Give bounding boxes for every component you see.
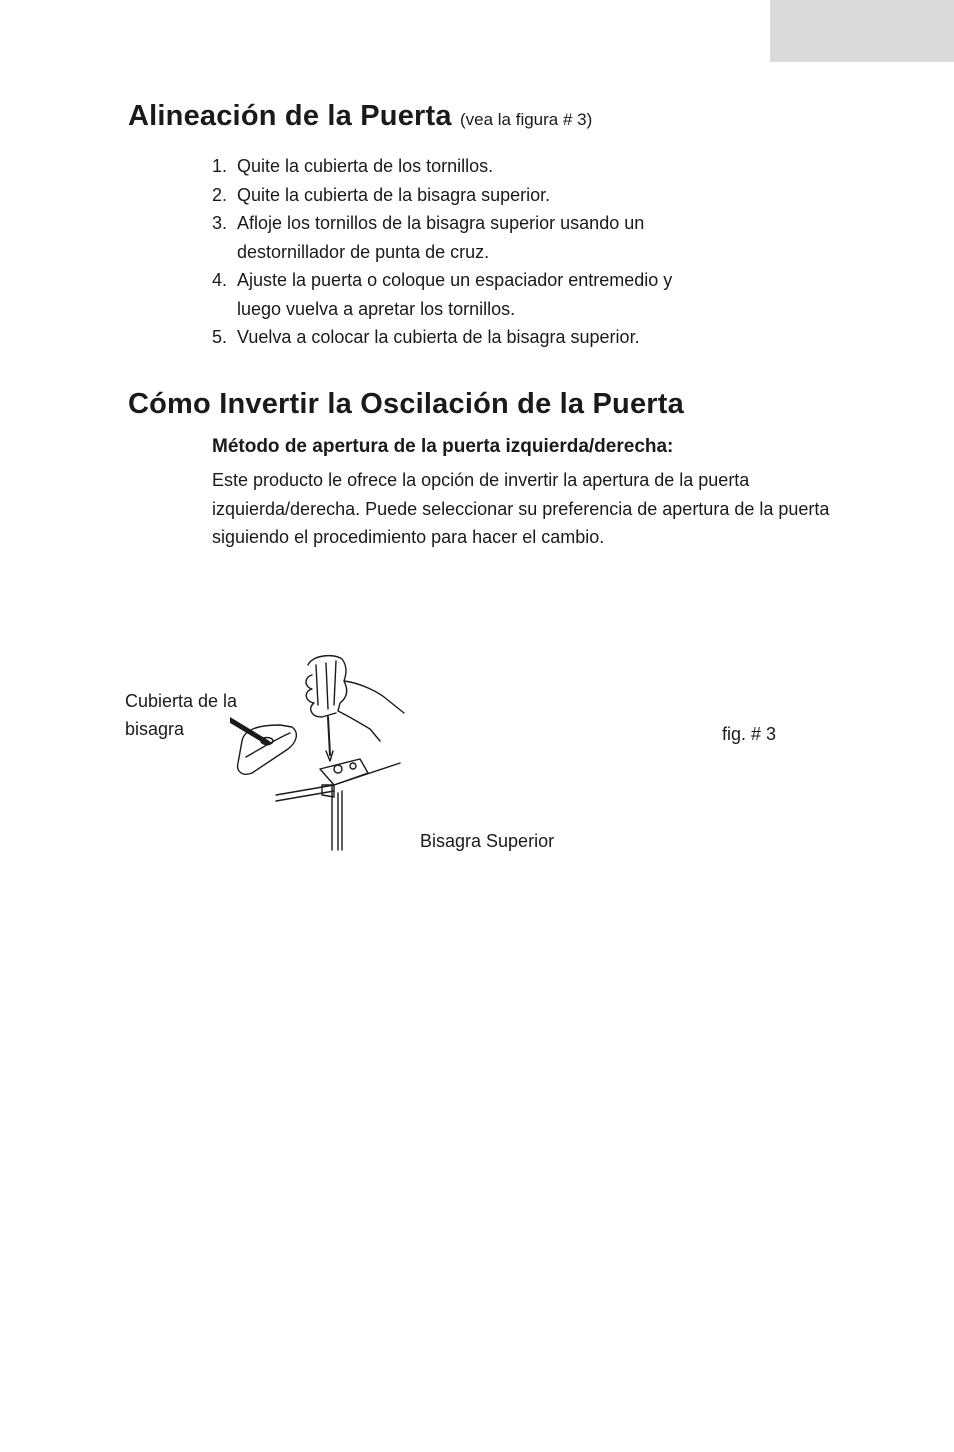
figure-reference-note: (vea la figura # 3) — [459, 110, 593, 129]
section-title-reverse-door: Cómo Invertir la Oscilación de la Puerta — [128, 388, 684, 420]
label-hinge-cover-line1: Cubierta de la — [125, 691, 238, 711]
label-figure-number: fig. # 3 — [722, 724, 777, 744]
list-item: 3. Afloje los tornillos de la bisagra superior usando un destornillador de punta de cruz. — [212, 213, 645, 262]
screwdriver-shaft — [328, 717, 330, 755]
intro-paragraph: Este producto le ofrece la opción de invertir la apertura de la puerta izquierda/derecha. Puede seleccionar su preferencia de apertura de la puerta siguiendo el procedimiento para hacer el cambio. — [212, 470, 830, 547]
list-item: 4. Ajuste la puerta o coloque un espaciador entremedio y luego vuelva a apretar los tornillos. — [212, 270, 673, 319]
list-item: 5. Vuelva a colocar la cubierta de la bisagra superior. — [212, 327, 640, 347]
cabinet-top-outline — [276, 763, 400, 795]
list-item: 2. Quite la cubierta de la bisagra superior. — [212, 184, 551, 205]
hand-shape — [306, 656, 404, 741]
subsection-title: Método de apertura de la puerta izquierda/derecha: — [212, 436, 674, 457]
hinge-cover-shape — [238, 725, 297, 774]
label-hinge-cover-line2: bisagra — [125, 719, 185, 739]
hinge-illustration — [230, 645, 410, 855]
section-title-alignment: Alineación de la Puerta (vea la figura # 3) — [128, 100, 593, 132]
list-item: 1. Quite la cubierta de los tornillos. — [212, 156, 494, 176]
page-tab-marker — [770, 0, 954, 62]
alignment-steps-list — [212, 152, 732, 352]
label-top-hinge: Bisagra Superior — [420, 831, 555, 851]
hinge-plate-shape — [320, 759, 368, 785]
